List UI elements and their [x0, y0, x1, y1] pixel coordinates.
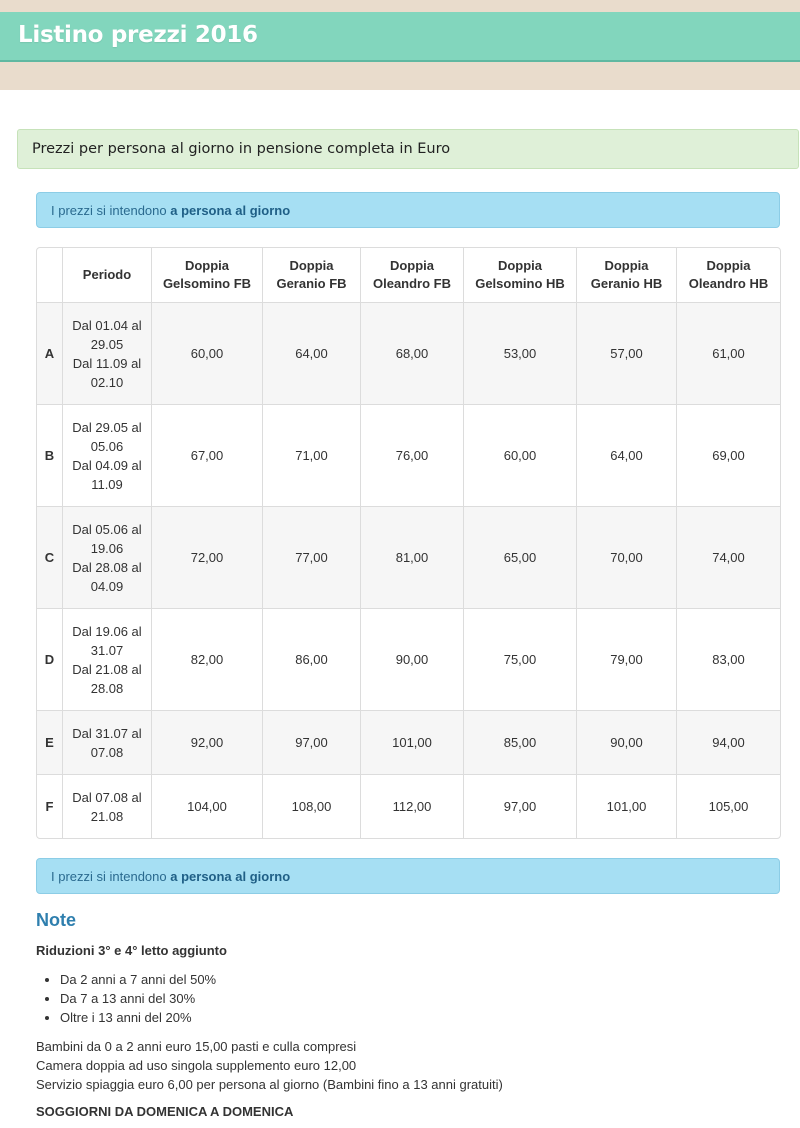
period-line: 05.06: [90, 438, 124, 454]
price-cell: 69,00: [676, 404, 780, 506]
period-line: 31.07: [90, 642, 124, 658]
header-letter: [37, 248, 62, 302]
price-cell: 68,00: [360, 302, 463, 404]
stay-policy: SOGGIORNI DA DOMENICA A DOMENICA: [36, 1104, 294, 1119]
price-cell: 83,00: [676, 608, 780, 710]
period-line: 02.10: [90, 374, 124, 390]
price-cell: 85,00: [463, 710, 576, 774]
header-geranio-fb: Doppia Geranio FB: [262, 248, 360, 302]
header-gelsomino-fb: Doppia Gelsomino FB: [151, 248, 262, 302]
price-cell: 76,00: [360, 404, 463, 506]
price-cell: 82,00: [151, 608, 262, 710]
period-line: 28.08: [90, 680, 124, 696]
price-cell: 75,00: [463, 608, 576, 710]
table-row: [37, 710, 780, 774]
period-line: 21.08: [90, 808, 124, 824]
header-gelsomino-hb: Doppia Gelsomino HB: [463, 248, 576, 302]
list-item: • Da 2 anni a 7 anni del 50%: [60, 970, 216, 989]
price-cell: 70,00: [576, 506, 676, 608]
price-cell: 105,00: [676, 774, 780, 838]
row-letter: A: [37, 302, 62, 404]
price-cell: 97,00: [262, 710, 360, 774]
price-cell: 86,00: [262, 608, 360, 710]
period-line: Dal 04.09 al: [72, 457, 142, 473]
info-highlight: a persona al giorno: [170, 869, 291, 884]
price-cell: 79,00: [576, 608, 676, 710]
row-letter: C: [37, 506, 62, 608]
table-row: [37, 774, 780, 838]
header-geranio-hb: Doppia Geranio HB: [576, 248, 676, 302]
list-item: • Da 7 a 13 anni del 30%: [60, 989, 216, 1008]
table-row: [37, 506, 780, 608]
header-oleandro-hb: Doppia Oleandro HB: [676, 248, 780, 302]
period-line: Dal 28.08 al: [72, 559, 142, 575]
price-cell: 101,00: [360, 710, 463, 774]
price-cell: 67,00: [151, 404, 262, 506]
info-prefix: I prezzi si intendono: [51, 203, 167, 218]
row-letter: B: [37, 404, 62, 506]
price-cell: 61,00: [676, 302, 780, 404]
period-line: Dal 07.08 al: [72, 789, 142, 805]
period-line: Dal 19.06 al: [72, 623, 142, 639]
period-cell: [62, 404, 151, 506]
table-header-row: [37, 248, 780, 302]
row-letter: E: [37, 710, 62, 774]
price-cell: 101,00: [576, 774, 676, 838]
list-item: • Oltre i 13 anni del 20%: [60, 1008, 216, 1027]
price-cell: 108,00: [262, 774, 360, 838]
price-cell: 53,00: [463, 302, 576, 404]
beige-strip: [0, 62, 800, 90]
price-cell: 71,00: [262, 404, 360, 506]
extra-line: Camera doppia ad uso singola supplemento euro 12,00: [36, 1058, 357, 1073]
price-cell: 94,00: [676, 710, 780, 774]
price-cell: 60,00: [151, 302, 262, 404]
price-cell: 104,00: [151, 774, 262, 838]
period-line: Dal 29.05 al: [72, 419, 142, 435]
price-cell: 72,00: [151, 506, 262, 608]
price-cell: 90,00: [360, 608, 463, 710]
period-line: Dal 01.04 al: [72, 317, 142, 333]
title-bar: [0, 12, 800, 62]
price-cell: 112,00: [360, 774, 463, 838]
intro-box: Prezzi per persona al giorno in pensione completa in Euro: [17, 129, 799, 169]
extra-line: Bambini da 0 a 2 anni euro 15,00 pasti e culla compresi: [36, 1039, 357, 1054]
period-cell: [62, 608, 151, 710]
price-cell: 92,00: [151, 710, 262, 774]
page-title: Listino prezzi 2016: [18, 22, 258, 48]
price-cell: 97,00: [463, 774, 576, 838]
period-cell: [62, 710, 151, 774]
period-cell: [62, 774, 151, 838]
price-cell: 77,00: [262, 506, 360, 608]
reductions-title: Riduzioni 3° e 4° letto aggiunto: [36, 943, 227, 958]
info-prefix: I prezzi si intendono: [51, 869, 167, 884]
header-periodo: Periodo: [62, 248, 151, 302]
info-box-bottom: [36, 858, 780, 894]
period-line: 19.06: [90, 540, 124, 556]
notes-heading: Note: [36, 910, 76, 930]
row-letter: D: [37, 608, 62, 710]
period-line: 07.08: [90, 744, 124, 760]
period-line: Dal 31.07 al: [72, 725, 142, 741]
row-letter: F: [37, 774, 62, 838]
table-row: [37, 302, 780, 404]
price-cell: 65,00: [463, 506, 576, 608]
period-line: Dal 05.06 al: [72, 521, 142, 537]
info-box-top: [36, 192, 780, 228]
price-cell: 57,00: [576, 302, 676, 404]
price-cell: 74,00: [676, 506, 780, 608]
period-cell: [62, 506, 151, 608]
price-cell: 64,00: [576, 404, 676, 506]
top-strip: [0, 0, 800, 12]
info-highlight: a persona al giorno: [170, 203, 291, 218]
extra-line: Servizio spiaggia euro 6,00 per persona al giorno (Bambini fino a 13 anni gratuiti): [36, 1077, 503, 1092]
extras-block: [36, 1037, 503, 1094]
period-line: Dal 21.08 al: [72, 661, 142, 677]
period-line: 04.09: [90, 578, 124, 594]
header-oleandro-fb: Doppia Oleandro FB: [360, 248, 463, 302]
period-line: 29.05: [90, 336, 124, 352]
period-line: Dal 11.09 al: [72, 355, 142, 371]
table-row: [37, 608, 780, 710]
price-cell: 81,00: [360, 506, 463, 608]
reductions-list: [36, 970, 216, 1027]
price-cell: 90,00: [576, 710, 676, 774]
period-cell: [62, 302, 151, 404]
price-cell: 64,00: [262, 302, 360, 404]
price-table: [36, 247, 781, 839]
table-row: [37, 404, 780, 506]
period-line: 11.09: [91, 476, 123, 492]
price-cell: 60,00: [463, 404, 576, 506]
